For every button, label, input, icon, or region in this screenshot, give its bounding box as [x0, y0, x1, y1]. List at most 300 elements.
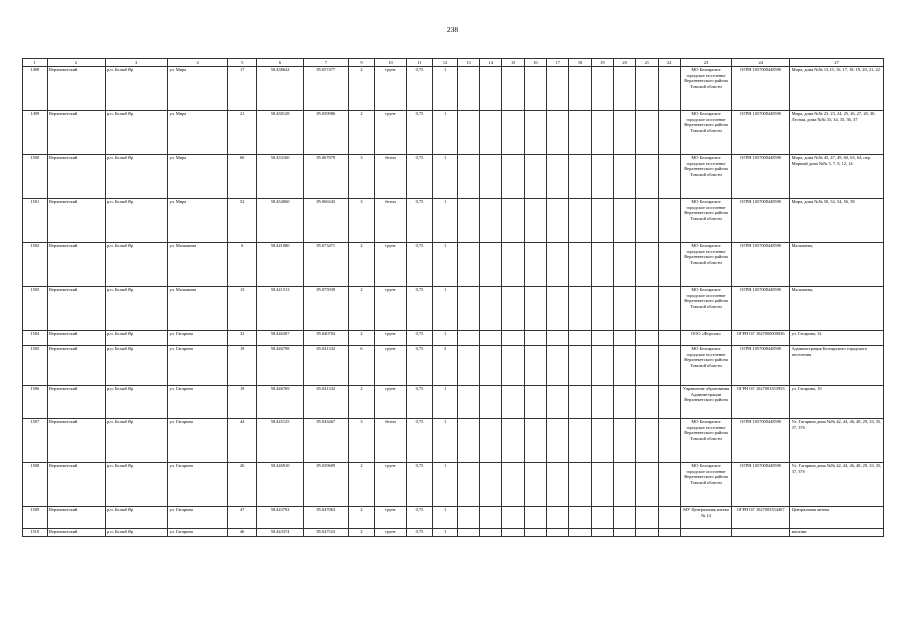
cell-c12: 1 — [433, 111, 458, 155]
cell-empty — [547, 529, 569, 537]
cell-settlement: р.п. Белый Яр — [105, 155, 167, 199]
table-row — [23, 419, 884, 463]
register-table — [22, 58, 884, 537]
cell-empty — [658, 111, 680, 155]
cell-empty — [658, 419, 680, 463]
cell-c11: 0,75 — [406, 199, 433, 243]
cell-addresses: Ул. Гагарина дома №№ 42, 44, 46, 48, 29, 33, 35, 37, 37б — [790, 463, 884, 507]
column-header: 6 — [257, 59, 304, 67]
cell-empty — [502, 243, 524, 287]
cell-street: ул. Малышева — [167, 287, 227, 331]
column-header: 21 — [636, 59, 658, 67]
cell-addresses: магазин — [790, 529, 884, 537]
cell-empty — [613, 346, 635, 386]
cell-empty — [480, 463, 502, 507]
cell-surface: грунт — [375, 386, 406, 419]
cell-empty — [480, 67, 502, 111]
cell-street: ул. Мира — [167, 199, 227, 243]
cell-empty — [613, 386, 635, 419]
page-number: 238 — [446, 25, 459, 34]
cell-empty — [569, 507, 591, 529]
cell-c11: 0,75 — [406, 507, 433, 529]
cell-lon: 85.041332 — [304, 386, 349, 419]
cell-empty — [658, 155, 680, 199]
cell-empty — [524, 67, 546, 111]
cell-c11: 0,75 — [406, 287, 433, 331]
cell-empty — [547, 287, 569, 331]
cell-c12: 1 — [433, 243, 458, 287]
cell-empty — [524, 346, 546, 386]
cell-lat: 58.443792 — [257, 507, 304, 529]
column-header: 11 — [406, 59, 433, 67]
cell-district: Верхнекетский — [47, 243, 105, 287]
table-row — [23, 331, 884, 346]
cell-addresses: ул. Гагарина, 32 — [790, 331, 884, 346]
cell-empty — [457, 67, 479, 111]
cell-c12: 1 — [433, 507, 458, 529]
cell-surface: грунт — [375, 463, 406, 507]
cell-district: Верхнекетский — [47, 463, 105, 507]
cell-street: ул. Гагарина — [167, 529, 227, 537]
cell-surface: грунт — [375, 346, 406, 386]
cell-district: Верхнекетский — [47, 386, 105, 419]
cell-empty — [636, 199, 658, 243]
cell-c9: 2 — [348, 507, 375, 529]
cell-empty — [613, 463, 635, 507]
cell-empty — [613, 111, 635, 155]
cell-empty — [613, 331, 635, 346]
cell-empty — [591, 67, 613, 111]
column-header: 2 — [47, 59, 105, 67]
cell-empty — [636, 287, 658, 331]
cell-empty — [457, 419, 479, 463]
cell-num: 32 — [228, 331, 257, 346]
cell-empty — [547, 199, 569, 243]
cell-district: Верхнекетский — [47, 529, 105, 537]
cell-empty — [591, 507, 613, 529]
cell-empty — [591, 287, 613, 331]
cell-c9: 3 — [348, 155, 375, 199]
column-header: 20 — [613, 59, 635, 67]
column-header: 1 — [23, 59, 48, 67]
cell-empty — [457, 386, 479, 419]
cell-empty — [547, 111, 569, 155]
cell-lon: 85.073471 — [304, 243, 349, 287]
cell-empty — [591, 155, 613, 199]
column-header: 22 — [658, 59, 680, 67]
cell-street: ул. Гагарина — [167, 331, 227, 346]
cell-c11: 0,75 — [406, 67, 433, 111]
table-row — [23, 507, 884, 529]
cell-empty — [591, 331, 613, 346]
cell-empty — [502, 529, 524, 537]
cell-addresses: Малышева, — [790, 287, 884, 331]
cell-empty — [591, 386, 613, 419]
cell-lon: 85.047523 — [304, 529, 349, 537]
column-header: 23 — [680, 59, 731, 67]
cell-c11: 0,75 — [406, 111, 433, 155]
cell-settlement: р.п. Белый Яр — [105, 529, 167, 537]
cell-lat: 58.441513 — [257, 287, 304, 331]
cell-num: 21 — [228, 111, 257, 155]
cell-lat: 58.433160 — [257, 155, 304, 199]
cell-empty — [658, 346, 680, 386]
cell-addresses: Мира, дома №№ 45, 47, 49, 60, 63, 64, пер. Мирный дома №№ 5, 7, 9, 12, 14 — [790, 155, 884, 199]
cell-empty — [591, 243, 613, 287]
cell-owner — [680, 529, 731, 537]
cell-c11: 0,75 — [406, 529, 433, 537]
cell-street: ул. Гагарина — [167, 463, 227, 507]
cell-addresses: Администрация Белоярского городского поселения — [790, 346, 884, 386]
cell-street: ул. Гагарина — [167, 507, 227, 529]
cell-settlement: р.п. Белый Яр — [105, 507, 167, 529]
cell-owner: МО Белоярское городское поселение Верхнекетского района Томской области — [680, 346, 731, 386]
cell-empty — [636, 529, 658, 537]
cell-empty — [547, 243, 569, 287]
cell-settlement: р.п. Белый Яр — [105, 287, 167, 331]
cell-empty — [524, 199, 546, 243]
cell-c9: 2 — [348, 111, 375, 155]
cell-empty — [569, 419, 591, 463]
cell-n: 1501 — [23, 199, 48, 243]
cell-addresses: Центральная аптека — [790, 507, 884, 529]
cell-surface: грунт — [375, 287, 406, 331]
cell-owner: МО Белоярское городское поселение Верхнекетского района Томской области — [680, 199, 731, 243]
cell-empty — [636, 507, 658, 529]
cell-empty — [457, 346, 479, 386]
cell-c9: 2 — [348, 463, 375, 507]
cell-empty — [457, 243, 479, 287]
cell-c11: 0,75 — [406, 419, 433, 463]
cell-lon: 85.047063 — [304, 507, 349, 529]
cell-ogrn: ОГРН 1057008448590 — [732, 67, 790, 111]
cell-empty — [569, 331, 591, 346]
cell-surface: грунт — [375, 331, 406, 346]
cell-surface: бетон — [375, 419, 406, 463]
cell-lon: 85.059986 — [304, 111, 349, 155]
cell-empty — [547, 67, 569, 111]
cell-n: 1504 — [23, 331, 48, 346]
cell-empty — [524, 111, 546, 155]
cell-owner: МО Белоярское городское поселение Верхнекетского района Томской области — [680, 287, 731, 331]
cell-surface: грунт — [375, 111, 406, 155]
cell-surface: грунт — [375, 529, 406, 537]
cell-settlement: р.п. Белый Яр — [105, 463, 167, 507]
cell-n: 1499 — [23, 111, 48, 155]
cell-num: 13 — [228, 287, 257, 331]
cell-settlement: р.п. Белый Яр — [105, 111, 167, 155]
cell-num: 44 — [228, 419, 257, 463]
cell-owner: МО Белоярское городское поселение Верхнекетского района Томской области — [680, 463, 731, 507]
cell-c12: 1 — [433, 199, 458, 243]
cell-ogrn: ОГРН ОГ 1027003553953 — [732, 386, 790, 419]
column-header: 3 — [105, 59, 167, 67]
cell-empty — [569, 67, 591, 111]
cell-empty — [658, 243, 680, 287]
cell-settlement: р.п. Белый Яр — [105, 419, 167, 463]
table-row — [23, 463, 884, 507]
cell-empty — [569, 243, 591, 287]
column-header: 13 — [457, 59, 479, 67]
cell-empty — [524, 386, 546, 419]
cell-empty — [636, 331, 658, 346]
cell-owner: Управление образования Администрации Верхнекетского района — [680, 386, 731, 419]
cell-empty — [636, 419, 658, 463]
cell-lat: 58.446307 — [257, 331, 304, 346]
cell-n: 1505 — [23, 346, 48, 386]
cell-lon: 85.040704 — [304, 331, 349, 346]
cell-addresses: Малышева, — [790, 243, 884, 287]
cell-street: ул. Мира — [167, 111, 227, 155]
cell-empty — [524, 507, 546, 529]
cell-c11: 0,75 — [406, 386, 433, 419]
cell-c12: 1 — [433, 386, 458, 419]
column-header: 12 — [433, 59, 458, 67]
column-header: 10 — [375, 59, 406, 67]
cell-district: Верхнекетский — [47, 199, 105, 243]
cell-empty — [524, 529, 546, 537]
cell-ogrn: ОГРН 1057008448590 — [732, 463, 790, 507]
cell-settlement: р.п. Белый Яр — [105, 243, 167, 287]
cell-c9: 2 — [348, 386, 375, 419]
cell-owner: МО Белоярское городское поселение Верхнекетского района Томской области — [680, 111, 731, 155]
cell-empty — [524, 331, 546, 346]
column-header: 4 — [167, 59, 227, 67]
cell-addresses: Ул. Гагарина дома №№ 42, 44, 46, 48, 29, 33, 35, 37, 37б — [790, 419, 884, 463]
cell-surface: грунт — [375, 243, 406, 287]
column-header: 5 — [228, 59, 257, 67]
cell-num: 6 — [228, 243, 257, 287]
table-row — [23, 529, 884, 537]
cell-empty — [480, 155, 502, 199]
cell-c12: 1 — [433, 331, 458, 346]
cell-empty — [613, 287, 635, 331]
cell-empty — [547, 507, 569, 529]
cell-empty — [480, 111, 502, 155]
cell-c9: 2 — [348, 331, 375, 346]
cell-c12: 1 — [433, 67, 458, 111]
cell-ogrn: ОГРН 1057008448590 — [732, 287, 790, 331]
cell-settlement: р.п. Белый Яр — [105, 199, 167, 243]
cell-lat: 58.434060 — [257, 199, 304, 243]
cell-c12: 1 — [433, 287, 458, 331]
cell-owner: МО Белоярское городское поселение Верхнекетского района Томской области — [680, 243, 731, 287]
cell-num: 19 — [228, 346, 257, 386]
cell-empty — [524, 419, 546, 463]
cell-empty — [658, 67, 680, 111]
cell-district: Верхнекетский — [47, 111, 105, 155]
cell-num: 46 — [228, 529, 257, 537]
cell-c9: 2 — [348, 243, 375, 287]
cell-n: 1498 — [23, 67, 48, 111]
cell-ogrn: ОГРН 1057008448590 — [732, 419, 790, 463]
cell-ogrn: ОГРН ОГ 1027003554467 — [732, 507, 790, 529]
cell-empty — [457, 463, 479, 507]
cell-num: 19 — [228, 386, 257, 419]
cell-lon: 85.075939 — [304, 287, 349, 331]
cell-empty — [502, 199, 524, 243]
cell-c12: 1 — [433, 463, 458, 507]
cell-ogrn: ОГРН 1057008448590 — [732, 346, 790, 386]
table-row — [23, 199, 884, 243]
cell-lon: 85.066343 — [304, 199, 349, 243]
cell-empty — [502, 287, 524, 331]
column-header: 16 — [524, 59, 546, 67]
cell-empty — [569, 346, 591, 386]
cell-settlement: р.п. Белый Яр — [105, 386, 167, 419]
cell-n: 1500 — [23, 155, 48, 199]
cell-lon: 85.067879 — [304, 155, 349, 199]
cell-empty — [569, 386, 591, 419]
cell-empty — [502, 463, 524, 507]
cell-ogrn: ОГРН 1057008448590 — [732, 243, 790, 287]
cell-district: Верхнекетский — [47, 507, 105, 529]
cell-addresses: Мира, дома №№ 13,15, 16, 17, 18, 19, 20, 21, 22 — [790, 67, 884, 111]
cell-empty — [658, 199, 680, 243]
cell-empty — [613, 155, 635, 199]
cell-c11: 0,75 — [406, 346, 433, 386]
cell-empty — [502, 155, 524, 199]
cell-district: Верхнекетский — [47, 287, 105, 331]
cell-empty — [658, 529, 680, 537]
cell-street: ул. Малышева — [167, 243, 227, 287]
cell-empty — [569, 287, 591, 331]
cell-empty — [636, 463, 658, 507]
cell-empty — [480, 507, 502, 529]
cell-empty — [636, 346, 658, 386]
cell-surface: грунт — [375, 67, 406, 111]
cell-c9: 2 — [348, 529, 375, 537]
cell-empty — [547, 346, 569, 386]
cell-district: Верхнекетский — [47, 419, 105, 463]
cell-lon: 85.057477 — [304, 67, 349, 111]
cell-empty — [636, 386, 658, 419]
cell-c12: 1 — [433, 529, 458, 537]
cell-empty — [591, 346, 613, 386]
cell-n: 1502 — [23, 243, 48, 287]
table-row — [23, 346, 884, 386]
cell-empty — [502, 331, 524, 346]
cell-lon: 85.043467 — [304, 419, 349, 463]
cell-n: 1509 — [23, 507, 48, 529]
column-header: 18 — [569, 59, 591, 67]
cell-n: 1510 — [23, 529, 48, 537]
cell-empty — [457, 155, 479, 199]
cell-empty — [569, 199, 591, 243]
cell-empty — [613, 243, 635, 287]
cell-owner: МО Белоярское городское поселение Верхнекетского района Томской области — [680, 419, 731, 463]
table-row — [23, 243, 884, 287]
cell-empty — [480, 331, 502, 346]
cell-empty — [547, 155, 569, 199]
cell-n: 1508 — [23, 463, 48, 507]
cell-lat: 58.446769 — [257, 386, 304, 419]
column-header: 15 — [502, 59, 524, 67]
cell-empty — [457, 507, 479, 529]
column-header: 7 — [304, 59, 349, 67]
table-row — [23, 155, 884, 199]
cell-empty — [658, 386, 680, 419]
cell-c9: 3 — [348, 419, 375, 463]
cell-c11: 0,75 — [406, 463, 433, 507]
cell-empty — [658, 463, 680, 507]
cell-c12: 3 — [433, 346, 458, 386]
cell-addresses: ул. Гагарина, 19 — [790, 386, 884, 419]
cell-empty — [547, 419, 569, 463]
cell-empty — [502, 111, 524, 155]
cell-lat: 58.446910 — [257, 463, 304, 507]
cell-empty — [457, 199, 479, 243]
cell-c9: 2 — [348, 287, 375, 331]
cell-empty — [658, 331, 680, 346]
cell-settlement: р.п. Белый Яр — [105, 331, 167, 346]
table-row — [23, 111, 884, 155]
cell-street: ул. Мира — [167, 67, 227, 111]
cell-empty — [457, 111, 479, 155]
cell-empty — [524, 243, 546, 287]
cell-empty — [480, 199, 502, 243]
cell-owner: ООО «Форсаж» — [680, 331, 731, 346]
cell-addresses: Мира, дома №№ 23, 23, 24, 25, 26, 27, 28, 30, Лесная, дома №№ 33, 34, 35, 36, 37 — [790, 111, 884, 155]
cell-empty — [613, 529, 635, 537]
cell-ogrn — [732, 529, 790, 537]
cell-empty — [524, 463, 546, 507]
cell-lat: 58.441080 — [257, 243, 304, 287]
cell-ogrn: ОГРН 1057008448590 — [732, 155, 790, 199]
cell-c12: 1 — [433, 155, 458, 199]
cell-empty — [569, 111, 591, 155]
header-row — [23, 59, 884, 67]
cell-empty — [636, 67, 658, 111]
cell-settlement: р.п. Белый Яр — [105, 346, 167, 386]
cell-empty — [613, 507, 635, 529]
column-header: 19 — [591, 59, 613, 67]
cell-empty — [547, 386, 569, 419]
cell-num: 60 — [228, 155, 257, 199]
cell-empty — [613, 419, 635, 463]
cell-empty — [502, 346, 524, 386]
cell-settlement: р.п. Белый Яр — [105, 67, 167, 111]
cell-lon: 85.041332 — [304, 346, 349, 386]
cell-owner: МУ Центральная аптека № 14 — [680, 507, 731, 529]
cell-empty — [502, 67, 524, 111]
cell-num: 52 — [228, 199, 257, 243]
cell-empty — [591, 419, 613, 463]
cell-empty — [591, 199, 613, 243]
table-row — [23, 386, 884, 419]
cell-n: 1507 — [23, 419, 48, 463]
cell-c9: 6 — [348, 346, 375, 386]
cell-lat: 58.443374 — [257, 529, 304, 537]
cell-owner: МО Белоярское городское поселение Верхнекетского района Томской области — [680, 67, 731, 111]
cell-n: 1503 — [23, 287, 48, 331]
cell-ogrn: ОГРН 1057008448590 — [732, 111, 790, 155]
cell-c9: 3 — [348, 199, 375, 243]
cell-empty — [480, 386, 502, 419]
cell-num: 17 — [228, 67, 257, 111]
cell-empty — [591, 463, 613, 507]
cell-empty — [569, 463, 591, 507]
cell-empty — [591, 111, 613, 155]
cell-c12: 1 — [433, 419, 458, 463]
cell-district: Верхнекетский — [47, 155, 105, 199]
cell-empty — [591, 529, 613, 537]
cell-empty — [636, 243, 658, 287]
column-header: 14 — [480, 59, 502, 67]
cell-empty — [613, 199, 635, 243]
cell-street: ул. Гагарина — [167, 346, 227, 386]
column-header: 17 — [547, 59, 569, 67]
